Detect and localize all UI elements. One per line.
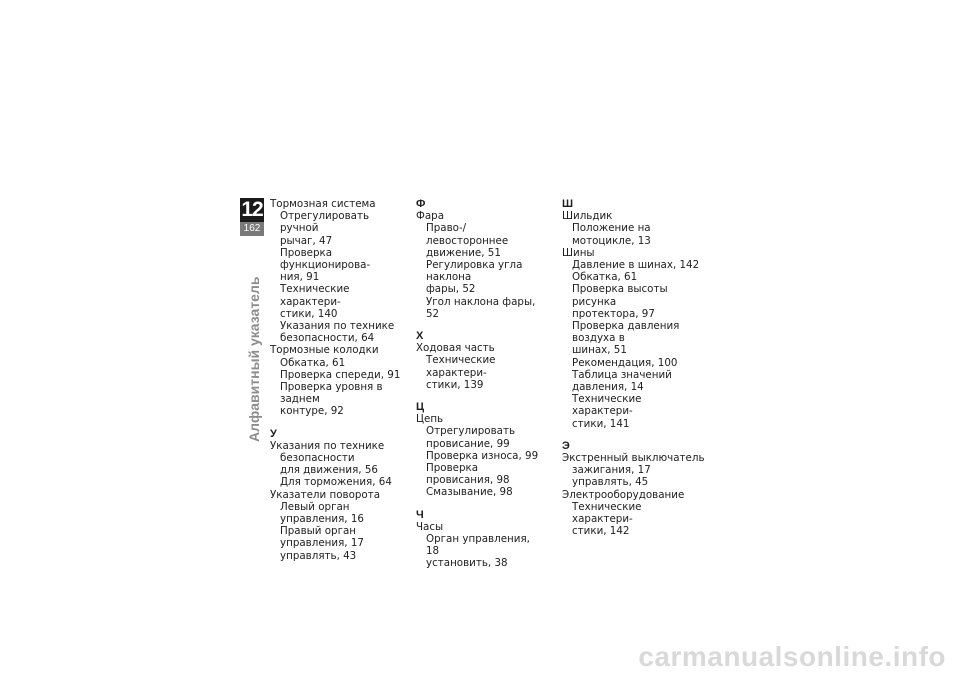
index-subentry: управлять, 43 bbox=[280, 549, 357, 562]
index-subentry: протектора, 97 bbox=[572, 307, 655, 320]
index-subentry: Технические характери- bbox=[426, 354, 496, 379]
index-term: Указатели поворота bbox=[270, 488, 381, 501]
index-letter-heading: У bbox=[270, 427, 277, 440]
section-title-vertical: Алфавитный указатель bbox=[246, 276, 262, 442]
index-entry bbox=[562, 452, 705, 489]
index-subentry: рычаг, 47 bbox=[280, 234, 333, 247]
index-entry bbox=[416, 521, 546, 570]
index-subentry: контуре, 92 bbox=[280, 405, 344, 418]
index-column-1 bbox=[270, 198, 410, 562]
index-subentry: стики, 142 bbox=[572, 525, 630, 538]
index-subentry: Обкатка, 61 bbox=[572, 271, 638, 284]
index-entry bbox=[416, 210, 546, 320]
index-term: Шины bbox=[562, 246, 595, 259]
watermark: carmanualsonline.info bbox=[638, 641, 946, 672]
index-subentry: Технические характери- bbox=[572, 393, 642, 418]
index-subentry: Проверка давления воздуха в bbox=[572, 320, 680, 345]
index-subentry: Проверка спереди, 91 bbox=[280, 368, 401, 381]
index-term: Электрооборудование bbox=[562, 488, 685, 501]
index-subentry: Проверка функционирова- bbox=[280, 246, 371, 272]
index-entry bbox=[416, 342, 546, 391]
index-subentry: управлять, 45 bbox=[572, 476, 649, 489]
index-subentry: стики, 141 bbox=[572, 417, 630, 430]
index-subentry: Проверка провисания, 98 bbox=[426, 462, 510, 487]
index-subentry: для движения, 56 bbox=[280, 464, 378, 477]
index-entry bbox=[270, 440, 410, 489]
index-subentry: шинах, 51 bbox=[572, 344, 627, 357]
index-subentry: безопасности bbox=[280, 452, 355, 465]
index-column-3 bbox=[562, 198, 705, 538]
index-subentry: Левый орган управления, 16 bbox=[280, 500, 364, 526]
index-term: Фара bbox=[416, 210, 445, 223]
index-subentry: Положение на мотоцикле, 13 bbox=[572, 222, 651, 247]
index-subentry: ния, 91 bbox=[280, 271, 320, 284]
chapter-tab bbox=[240, 198, 264, 236]
index-letter-heading: Ц bbox=[416, 401, 425, 414]
index-subentry: зажигания, 17 bbox=[572, 464, 651, 477]
index-column-2 bbox=[416, 198, 546, 570]
index-subentry: Проверка высоты рисунка bbox=[572, 283, 668, 308]
index-entry bbox=[416, 413, 546, 498]
index-subentry: Рекомендация, 100 bbox=[572, 356, 678, 369]
chapter-number: 12 bbox=[241, 198, 263, 221]
index-subentry: Технические характери- bbox=[280, 283, 350, 308]
index-letter-heading: Ф bbox=[416, 198, 426, 210]
index-subentry: фары, 52 bbox=[426, 283, 476, 296]
index-entry bbox=[562, 489, 702, 538]
index-entry bbox=[562, 210, 702, 247]
index-subentry: безопасности, 64 bbox=[280, 332, 375, 345]
index-subentry: стики, 139 bbox=[426, 378, 484, 391]
index-subentry: Угол наклона фары, 52 bbox=[426, 295, 536, 320]
index-subentry: Проверка уровня в заднем bbox=[280, 381, 383, 406]
index-subentry: Для торможения, 64 bbox=[280, 476, 392, 489]
index-entry bbox=[270, 198, 410, 344]
index-letter-heading: Э bbox=[562, 439, 570, 452]
index-subentry: установить, 38 bbox=[426, 557, 508, 570]
index-subentry: Таблица значений bbox=[572, 368, 672, 381]
index-subentry: Обкатка, 61 bbox=[280, 356, 346, 369]
index-subentry: Правый орган управления, 17 bbox=[280, 525, 364, 550]
index-subentry: Отрегулировать ручной bbox=[280, 210, 370, 235]
index-subentry: Технические характери- bbox=[572, 500, 642, 526]
index-subentry: стики, 140 bbox=[280, 307, 338, 320]
index-term: Тормозная система bbox=[270, 198, 376, 210]
index-term: Цепь bbox=[416, 413, 444, 426]
index-subentry: провисание, 99 bbox=[426, 437, 510, 450]
index-term: Часы bbox=[416, 520, 444, 533]
index-subentry: Орган управления, 18 bbox=[426, 533, 530, 558]
index-letter-heading: Х bbox=[416, 330, 424, 343]
index-subentry: движение, 51 bbox=[426, 246, 501, 259]
index-term: Экстренный выключатель bbox=[562, 452, 705, 465]
index-subentry: Указания по технике bbox=[280, 320, 395, 333]
index-subentry: Проверка износа, 99 bbox=[426, 449, 539, 462]
page-number: 162 bbox=[240, 222, 264, 236]
index-term: Шильдик bbox=[562, 210, 613, 223]
index-letter-heading: Ч bbox=[416, 508, 424, 521]
index-entry bbox=[270, 344, 410, 417]
index-subentry: Давление в шинах, 142 bbox=[572, 259, 700, 272]
index-entry bbox=[562, 247, 702, 430]
index-letter-heading: Ш bbox=[562, 198, 574, 210]
index-subentry: Право-/левостороннее bbox=[426, 222, 509, 247]
index-subentry: Регулировка угла наклона bbox=[426, 259, 523, 284]
index-term: Указания по технике bbox=[270, 439, 385, 452]
index-subentry: давления, 14 bbox=[572, 381, 644, 394]
index-entry bbox=[270, 489, 410, 562]
index-term: Тормозные колодки bbox=[270, 344, 379, 357]
index-subentry: Смазывание, 98 bbox=[426, 486, 513, 499]
index-subentry: Отрегулировать bbox=[426, 425, 516, 438]
index-term: Ходовая часть bbox=[416, 342, 495, 355]
